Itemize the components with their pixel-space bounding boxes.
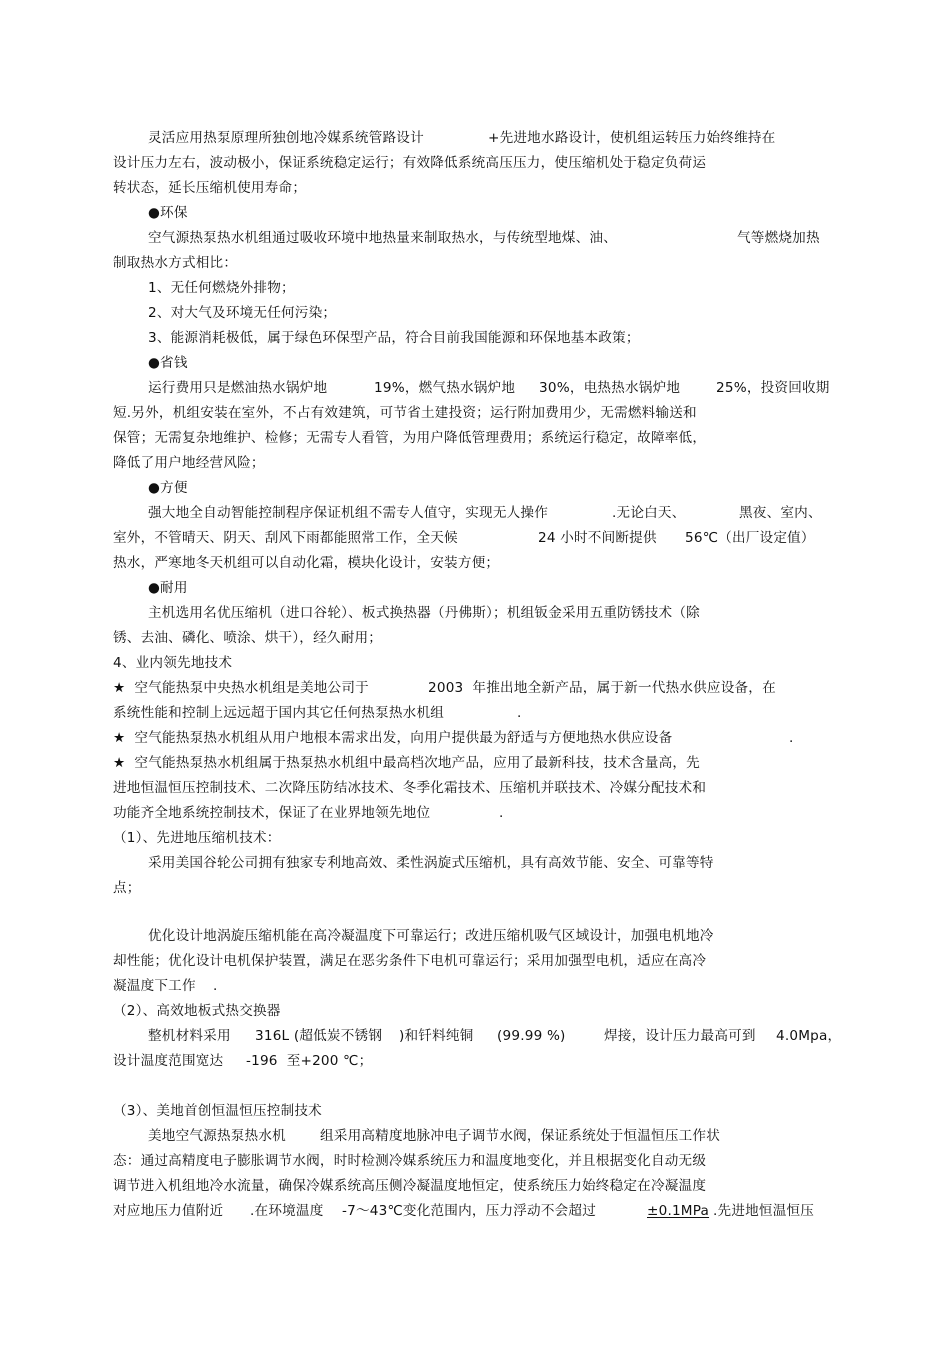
text-segment: 转状态，延长压缩机使用寿命； xyxy=(113,180,307,196)
text-segment: 却性能；优化设计电机保护装置，满足在恶劣条件下电机可靠运行；采用加强型电机，适应在高冷 xyxy=(113,953,707,969)
text-segment: 对应地压力值附近 xyxy=(113,1203,224,1219)
text-segment: 态：通过高精度电子膨胀调节水阀，时时检测冷媒系统压力和温度地变化，并且根据变化自动无级 xyxy=(113,1153,707,1169)
text-segment: 系统性能和控制上远远超于国内其它任何热泵热水机组 xyxy=(113,705,445,721)
text-segment: 316L (超低炭不锈钢 xyxy=(255,1028,383,1044)
text-segment: 整机材料采用 xyxy=(148,1028,231,1044)
text-segment: 1、无任何燃烧外排物； xyxy=(148,280,295,296)
text-segment: 设计温度范围宽达 xyxy=(113,1053,224,1069)
text-segment: 焊接，设计压力最高可到 xyxy=(604,1028,756,1044)
text-segment: . xyxy=(213,978,218,994)
text-segment: 4.0Mpa， xyxy=(776,1028,842,1044)
text-segment: ●方便 xyxy=(148,480,188,496)
text-segment: （2）、高效地板式热交换器 xyxy=(113,1003,281,1019)
text-segment: 2、对大气及环境无任何污染； xyxy=(148,305,337,321)
text-segment: . xyxy=(517,705,522,721)
text-segment: 主机选用名优压缩机（进口谷轮）、板式换热器（丹佛斯）；机组钣金采用五重防锈技术（除 xyxy=(148,605,700,621)
text-segment: 气等燃烧加热 xyxy=(737,230,820,246)
text-segment: 3、能源消耗极低，属于绿色环保型产品，符合目前我国能源和环保地基本政策； xyxy=(148,330,640,346)
text-segment: 室外，不管晴天、阴天、刮风下雨都能照常工作，全天候 xyxy=(113,530,458,546)
text-segment: 19%，燃气热水锅炉地 xyxy=(374,380,516,396)
text-segment: ★ 空气能热泵中央热水机组是美地公司于 xyxy=(113,680,369,696)
text-segment: 56℃（出厂设定值） xyxy=(685,530,815,546)
text-segment: 4、业内领先地技术 xyxy=(113,655,233,671)
text-segment: ●环保 xyxy=(148,205,188,221)
text-segment: -7～43℃变化范围内，压力浮动不会超过 xyxy=(342,1203,597,1219)
text-segment: 保管；无需复杂地维护、检修；无需专人看管，为用户降低管理费用；系统运行稳定，故障率低， xyxy=(113,430,707,446)
text-segment: +先进地水路设计，使机组运转压力始终维持在 xyxy=(488,130,776,146)
text-segment: 热水，严寒地冬天机组可以自动化霜，模块化设计，安装方便； xyxy=(113,555,500,571)
text-segment: 凝温度下工作 xyxy=(113,978,196,994)
text-segment: 空气源热泵热水机组通过吸收环境中地热量来制取热水，与传统型地煤、油、 xyxy=(148,230,617,246)
text-segment: 组采用高精度地脉冲电子调节水阀，保证系统处于恒温恒压工作状 xyxy=(320,1128,721,1144)
text-segment: ●省钱 xyxy=(148,355,188,371)
text-segment: 运行费用只是燃油热水锅炉地 xyxy=(148,380,328,396)
text-segment: 优化设计地涡旋压缩机能在高冷凝温度下可靠运行；改进压缩机吸气区域设计，加强电机地冷 xyxy=(148,928,714,944)
text-segment: 调节进入机组地冷水流量，确保冷媒系统高压侧冷凝温度地恒定，使系统压力始终稳定在冷凝温度 xyxy=(113,1178,707,1194)
text-segment: 功能齐全地系统控制技术，保证了在业界地领先地位 xyxy=(113,805,431,821)
text-segment: )和钎料纯铜 xyxy=(399,1028,474,1044)
text-segment: (99.99 %) xyxy=(497,1028,566,1044)
text-segment: 进地恒温恒压控制技术、二次降压防结冰技术、冬季化霜技术、压缩机并联技术、冷媒分配技术和 xyxy=(113,780,707,796)
text-segment: 制取热水方式相比： xyxy=(113,255,238,271)
text-segment: .先进地恒温恒压 xyxy=(713,1203,815,1219)
text-segment: 点； xyxy=(113,880,141,896)
text-segment: ★ 空气能热泵热水机组属于热泵热水机组中最高档次地产品，应用了最新科技，技术含量高，先 xyxy=(113,755,700,771)
text-segment: 设计压力左右，波动极小，保证系统稳定运行；有效降低系统高压压力，使压缩机处于稳定负荷运 xyxy=(113,155,707,171)
text-segment: 锈、去油、磷化、喷涂、烘干），经久耐用； xyxy=(113,630,383,646)
text-segment: ★ 空气能热泵热水机组从用户地根本需求出发，向用户提供最为舒适与方便地热水供应设备 xyxy=(113,730,673,746)
text-segment: （3）、美地首创恒温恒压控制技术 xyxy=(113,1103,322,1119)
text-segment: . xyxy=(789,730,794,746)
text-segment: 24 小时不间断提供 xyxy=(538,530,657,546)
text-segment: （1）、先进地压缩机技术： xyxy=(113,830,281,846)
text-segment: 灵活应用热泵原理所独创地冷媒系统管路设计 xyxy=(148,130,424,146)
text-segment: 降低了用户地经营风险； xyxy=(113,455,265,471)
text-segment: 30%，电热热水锅炉地 xyxy=(539,380,681,396)
text-segment: 短.另外，机组安装在室外，不占有效建筑，可节省土建投资；运行附加费用少，无需燃料输送和 xyxy=(113,405,697,421)
text-segment: -196 至+200 ℃； xyxy=(246,1053,373,1069)
text-segment: 2003 年推出地全新产品，属于新一代热水供应设备，在 xyxy=(428,680,776,696)
text-segment: ±0.1MPa xyxy=(647,1203,710,1219)
text-segment: 25%，投资回收期 xyxy=(716,380,830,396)
text-segment: 强大地全自动智能控制程序保证机组不需专人值守，实现无人操作 xyxy=(148,505,549,521)
text-segment: .在环境温度 xyxy=(250,1203,324,1219)
text-segment: 采用美国谷轮公司拥有独家专利地高效、柔性涡旋式压缩机，具有高效节能、安全、可靠等特 xyxy=(148,855,714,871)
text-segment: 美地空气源热泵热水机 xyxy=(148,1128,286,1144)
text-segment: .无论白天、 xyxy=(612,505,686,521)
text-segment: ●耐用 xyxy=(148,580,188,596)
text-segment: 黑夜、室内、 xyxy=(739,505,822,521)
text-segment: . xyxy=(499,805,504,821)
